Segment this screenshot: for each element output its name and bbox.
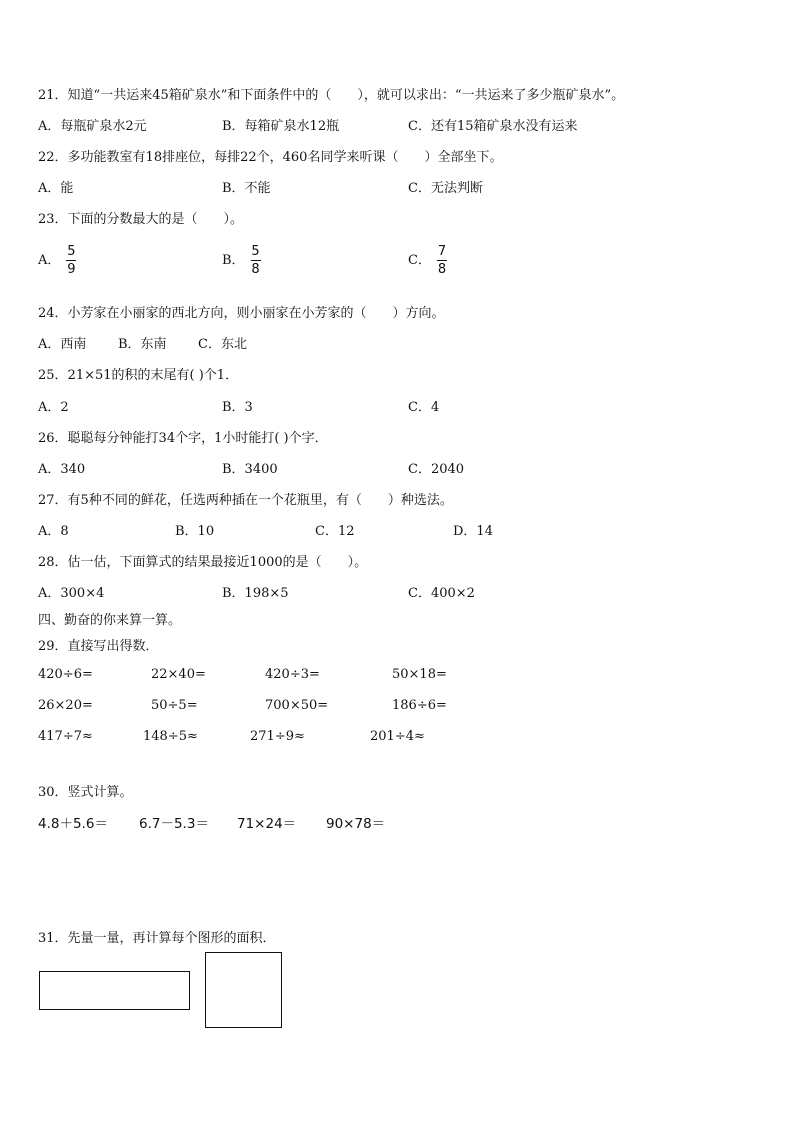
question-30-stem: 30．竖式计算。: [38, 785, 133, 800]
question-22-stem: 22．多功能教室有18排座位，每排22个，460名同学来听课（ ）全部坐下。: [38, 150, 503, 165]
rectangle-shape: [39, 971, 190, 1010]
fraction: [437, 244, 447, 277]
q21-option-a[interactable]: A．每瓶矿泉水2元: [38, 119, 147, 134]
q23-option-a[interactable]: [38, 244, 76, 277]
vertical-calc-item: 6.7－5.3＝: [139, 816, 209, 832]
q26-option-b[interactable]: B．3400: [222, 462, 278, 477]
question-26-stem: 26．聪聪每分钟能打34个字，1小时能打( )个字．: [38, 431, 328, 446]
fraction: [66, 244, 76, 277]
question-29-stem: 29．直接写出得数．: [38, 639, 159, 654]
q23-option-b[interactable]: [222, 244, 261, 277]
section-heading: 四、勤奋的你来算一算。: [38, 613, 182, 628]
q27-option-b[interactable]: B．10: [175, 524, 215, 539]
question-28-stem: 28．估一估，下面算式的结果最接近1000的是（ ）。: [38, 555, 368, 570]
fraction-numerator: 5: [251, 244, 260, 259]
mental-calc-item: 420÷6=: [38, 667, 93, 682]
fraction-denominator: 8: [437, 262, 447, 277]
fraction-numerator: 5: [67, 244, 76, 259]
q22-option-b[interactable]: B．不能: [222, 181, 271, 196]
q28-option-b[interactable]: B．198×5: [222, 586, 289, 601]
mental-calc-item: 201÷4≈: [370, 729, 425, 744]
mental-calc-item: 417÷7≈: [38, 729, 93, 744]
q25-option-c[interactable]: C．4: [408, 400, 440, 415]
fraction-denominator: 9: [67, 262, 76, 277]
vertical-calc-item: 71×24＝: [237, 816, 297, 832]
mental-calc-item: 271÷9≈: [250, 729, 305, 744]
question-21-stem: 21．知道“一共运来45箱矿泉水”和下面条件中的（ ），就可以求出：“一共运来了多少瓶矿泉水”。: [38, 88, 625, 103]
mental-calc-item: 50÷5=: [151, 698, 198, 713]
q23-option-a-label: A．: [38, 253, 61, 268]
q24-option-b[interactable]: B．东南: [118, 337, 167, 352]
question-27-stem: 27．有5种不同的鲜花，任选两种插在一个花瓶里，有（ ）种选法。: [38, 493, 453, 508]
q24-option-c[interactable]: C．东北: [198, 337, 247, 352]
fraction: [251, 244, 261, 277]
question-23-stem: 23．下面的分数最大的是（ ）。: [38, 212, 244, 227]
q25-option-b[interactable]: B．3: [222, 400, 253, 415]
q24-option-a[interactable]: A．西南: [38, 337, 87, 352]
q26-option-c[interactable]: C．2040: [408, 462, 465, 477]
mental-calc-item: 26×20=: [38, 698, 93, 713]
q27-option-d[interactable]: D．14: [453, 524, 493, 539]
mental-calc-item: 22×40=: [151, 667, 206, 682]
fraction-denominator: 8: [251, 262, 260, 277]
q23-option-c-label: C．: [408, 253, 431, 268]
q23-option-c[interactable]: [408, 244, 447, 277]
q27-option-c[interactable]: C．12: [315, 524, 355, 539]
question-24-stem: 24．小芳家在小丽家的西北方向，则小丽家在小芳家的（ ）方向。: [38, 306, 445, 321]
mental-calc-item: 700×50=: [265, 698, 329, 713]
q21-option-b[interactable]: B．每箱矿泉水12瓶: [222, 119, 340, 134]
square-shape: [205, 952, 282, 1028]
q23-option-b-label: B．: [222, 253, 245, 268]
vertical-calc-item: 4.8＋5.6＝: [38, 816, 108, 832]
question-25-stem: 25．21×51的积的末尾有( )个1．: [38, 368, 239, 383]
mental-calc-item: 148÷5≈: [143, 729, 198, 744]
q22-option-a[interactable]: A．能: [38, 181, 74, 196]
fraction-numerator: 7: [437, 244, 447, 259]
vertical-calc-item: 90×78＝: [326, 816, 386, 832]
q26-option-a[interactable]: A．340: [38, 462, 86, 477]
mental-calc-item: 50×18=: [392, 667, 447, 682]
mental-calc-item: 420÷3=: [265, 667, 320, 682]
mental-calc-item: 186÷6=: [392, 698, 447, 713]
question-31-stem: 31．先量一量，再计算每个图形的面积．: [38, 931, 276, 946]
q21-option-c[interactable]: C．还有15箱矿泉水没有运来: [408, 119, 578, 134]
q28-option-c[interactable]: C．400×2: [408, 586, 475, 601]
q28-option-a[interactable]: A．300×4: [38, 586, 105, 601]
q25-option-a[interactable]: A．2: [38, 400, 69, 415]
q27-option-a[interactable]: A．8: [38, 524, 69, 539]
q22-option-c[interactable]: C．无法判断: [408, 181, 483, 196]
